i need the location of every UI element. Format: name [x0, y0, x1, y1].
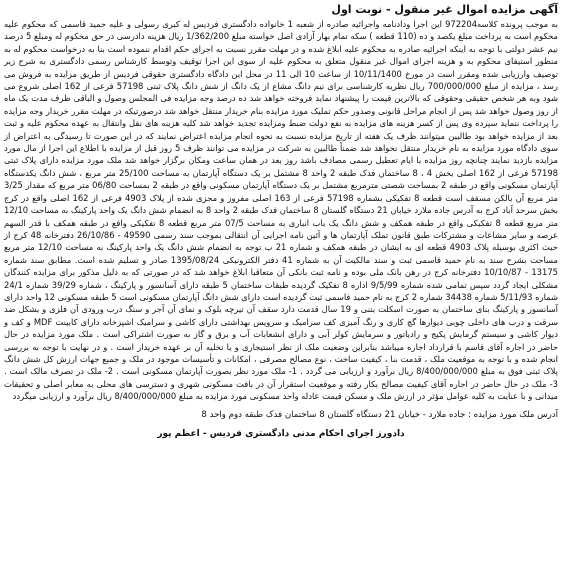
notice-title: آگهی مزایده اموال غیر منقول - نوبت اول: [331, 3, 558, 16]
property-address: آدرس ملک مورد مزایده : جاده ملارد - خیابان 21 دستگاه گلستان 8 ساختمان فدک طبقه دوم واحد 8: [201, 409, 558, 420]
notice-body: به موجب پرونده کلاسه972204 این اجرا ودادنامه واجرائیه صادره از شعبه 1 خانواده دادگستری فردیس له کبری رسولی و علیه حمید قاسمی که محکوم علیه محکوم است به پرداخت مبلغ یکصد و ده (110 قطعه ) سکه تمام بهار آزادی اصل خواسته مبلغ 1/362/200 ریال هزینه دادرسی در حق محکوم له ومبلغ 5 درصد نیم عشر دولتی با توجه به اینکه اجرائیه صادره به محکوم علیه ابلاغ شده و در مهلت مقرر نسبت به اجرای حکم اقدام ننموده است بنا به درخواست محکوم له به منظور استیفای محکوم به و هزینه اجرای اموال غیر منقول متعلق به محکوم علیه از سوی این اجرا توقیف وتوسط کارشناس رسمی دادگستری به شرح زیر توصیف وارزیابی شده ومقرر است در مورخ 10/11/1400 از ساعت 10 الی 11 در محل این دادگاه دادگستری حقوقی فردیس از طریق مزایده به فروش می رسد ، مزایده از مبلغ 700/000/000 ریال نظریه کارشناسی برای نیم دانگ مشاع از یک دانگ از شش دانگ پلاک ثبتی 57198 فرعی از 162 اصلی شروع می شود وبه هر شخص حقیقی وحقوقی که بالاترین قیمت را پیشنهاد نماید فروخته خواهد شد ده درصد وجه مزایده فی المجلس وصول و الباقی ظرف مدت یک ماه از روز وصول خواهد شد پس از انجام مراحل قانونی وصدور حکم تملیک مورد مزایده بنام خریدار منتقل خواهد شد درصورتیکه در مهلت مقرر خریدار وجه مزایده را پرداخت ننماید سپرده وی پس از کسر هزینه های مزایده به نفع دولت ضبط ومزایده تجدید خواهد شد کلیه هزینه های نقل وانتقال به عهده محکوم علیه و ثبت بعد از مزایده خواهد بود طالبین میتوانند ظرف یک هفته از تاریخ مزایده نسبت به نحوه انجام مزایده اعتراض نمایند که در این صورت تا رسیدگی به اعتراض از سوی دادگاه مورد مزایده به نام خریدار منتقل نخواهد شد ضمناً طالبین به شرکت در مزایده می توانند ظرف 5 روز قبل از مزایده با اطلاع این اجرا از مال مورد مزایده بازدید نمایند چنانچه روز مزایده با ایام تعطیل رسمی مصادف باشد روز بعد در همان ساعت ومکان برگزار خواهد شد ملک مورد مزایده دارای پلاک ثبتی 57198 فرعی از 162 اصلی بخش 4 ، 8 ساختمان فدک طبقه 2 واحد 8 مشتمل بر یک دستگاه آپارتمان به مساحت 25/100 متر مربع ، شش دانگ یکدستگاه آپارتمان مسکونی واقع در طبقه 2 بمساحت شصتی مترمربع مشتمل بر یک دستگاه آپارتمان مسکونی واقع در طبقه 2 بمساحت 06/80 متر مربع که مقدار 3/25 متر مربع آن بالکن مسقف است قطعه 8 تفکیکی بشماره 57198 فرعی از 163 اصلی مفروز و مجزی شده از پلاک 4903 فرعی از 162 اصلی واقع در کرج بخش سرحد آباد کرج به آدرس جاده ملارد خیابان 21 دستگاه گلستان 8 ساختمان فدک طبقه 2 واحد 8 به انضمام شش دانگ یک واحد پارکینگ به مساحت 12/10 متر مربع قطعه 8 تفکیکی واقع در طبقه همکف و شش دانگ یک باب انباری به مساحت 07/5 متر مربع قطعه 8 تفکیکی واقع در طبقه همکف با قدر السهم عرصه و سایر مشاعات و مشترکات طبق قانون تملک آپارتمان ها و آئین نامه اجرایی آن انتقالی بموجب سند رسمی 49590 - 26/10/86 دفترخانه 48 کرج از حیث اکثری بوسیله پلاک 4903 قطعه ای به ایشان در طبقه همکف و شماره 21 ب توجه به انضمام شش دانگ یک واحد پارکینگ به مساحت 12/10 متر مربع مساحت بشرح سند به نام حمید قاسمی ثبت و سند مالکیت آن به شماره 41 دفتر الکترونیکی 1395/08/24 صادر و تسلیم شده است. مطابق سند شماره 13175 - 10/10/87 دفترخانه کرج در رهن بانک ملی بوده و نامه ثبت بانکی آن متعاقبا ابلاغ خواهد شد که در صورتی که به دلیل مذکور برای مزایده کنندگان مشکلی ایجاد گردد سپس تمامی شده شماره 9/5/99 اداره 8 تفکیک گردیده طبقات ساختمان 5 طبقه دارای آسانسور و پارکینگ ، شماره 39/29 شماره 24/1 شماره 5/11/93 شماره 34438 شماره 2 کرج به نام حمید قاسمی ثبت گردیده است دارای شش دانگ آپارتمان مسکونی است 5 طبقه مسکونی 12 واحد دارای آسانسور و پارکینگ بنای ساختمان به صورت اسکلت بتنی و 19 سال قدمت دارد سقف آن تیرچه بلوک و نمای آن آجر و سنگ درب ورودی آن فلزی و بشکل ضد سرقت و درب های داخلی چوبی دیوارها گچ کاری و رنگ آمیزی کف سرامیک و سرویس بهداشتی دارای کاشی و سرامیک اشپزخانه دارای کابینت MDF و کف و دیوار کاشی و سیستم گرمایش پکیج و رادیاتور و سرمایش کولر آبی و دارای انشعابات آب و برق و گاز به صورت اشتراکی است . ملک مورد مزایده در حال حاضر در اجاره آقای قاسم با قرارداد اجاره میباشد بنابراین وضعیت ملک از نظر استیجاری و یا تخلیه آن بر عهده خریدار است . و در نهایت با توجه به بررسی انجام شده و با توجه به موقعیت ملک ، قدمت بنا ، کیفیت ساخت ، نوع مصالح مصرفی ، امکانات و تأسیسات موجود در ملک و جمیع جهات ارزش کل شش دانگ پلاک ثبتی فوق به مبلغ 8/400/000/000 ریال برآورد و ارزیابی می گردد . 1- ملک مورد نظر بصورت آپارتمان مسکونی است . 2- ملک در تصرف مالک است . 3- ملک در حال حاضر در اجاره آقای کیفیت مصالح بکار رفته و موقعیت استقرار آن در بافت مسکونی شهری و دسترسی های محلی به معابر اصلی و تحقیقات میدانی و با عنایت به کلیه عوامل مؤثر در ارزش ملک و مسکن قیمت عادله واحد مسکونی مورد مزایده به مبلغ 8/400/000/000 ریال برآورد و ارزیابی میگردد: [4, 19, 559, 402]
signature-line: دادورز اجرای احکام مدنی دادگستری فردیس - اعظم پور: [157, 429, 405, 439]
